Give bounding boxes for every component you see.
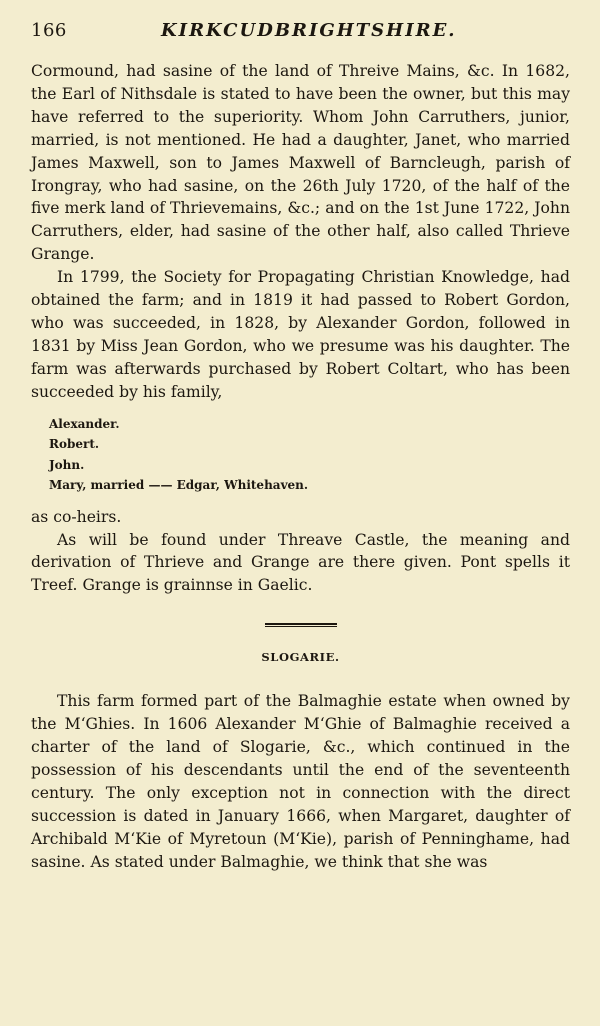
co-heirs-line: as co-heirs.	[31, 507, 122, 526]
family-list	[49, 414, 570, 496]
running-title: KIRKCUDBRIGHTSHIRE.	[161, 20, 457, 41]
section-title: SLOGARIE.	[261, 650, 340, 665]
page-number: 166	[31, 20, 67, 41]
paragraph-slogarie: This farm formed part of the Balmaghie estate when owned by the M‘Ghies. In 1606 Alexander M‘Ghie of Balmaghie received a charter of the land of Slogarie, &c., which continued in the possession of his descendants until the end of the seventeenth century. The only exception not in connection with the direct succession is dated in January 1666, when Margaret, daughter of Archibald M‘Kie of Myretoun (M‘Kie), parish of Penninghame, had sasine. As stated under Balmaghie, we think that she was	[31, 692, 570, 871]
paragraph-meaning: As will be found under Threave Castle, the meaning and derivation of Thrieve and Grange are there given. Pont spells it Treef. Grange is grainnse in Gaelic.	[31, 530, 570, 595]
family-member: Mary, married —— Edgar, Whitehaven.	[49, 478, 309, 493]
paragraph-society: In 1799, the Society for Propagating Christian Knowledge, had obtained the farm; and in 1819 it had passed to Robert Gordon, who was succeeded, in 1828, by Alexander Gordon, followed in 1831 by Miss Jean Gordon, who we presume was his daughter. The farm was afterwards purchased by Robert Coltart, who has been succeeded by his family,	[31, 268, 570, 401]
paragraph-carruthers: Cormound, had sasine of the land of Threive Mains, &c. In 1682, the Earl of Nithsdale is stated to have been the owner, but this may have referred to the superiority. Whom John Carruthers, junior, married, is not mentioned. He had a daughter, Janet, who married James Maxwell, son to James Maxwell of Barncleugh, parish of Irongray, who had sasine, on the 26th July 1720, of the half of the five merk land of Thrievemains, &c.; and on the 1st June 1722, John Carruthers, elder, had sasine of the other half, also called Thrieve Grange.	[31, 62, 570, 264]
family-member: Robert.	[49, 437, 100, 452]
family-member: Alexander.	[49, 416, 120, 431]
section-divider	[265, 623, 337, 627]
family-member: John.	[49, 457, 85, 472]
running-head	[31, 18, 570, 48]
